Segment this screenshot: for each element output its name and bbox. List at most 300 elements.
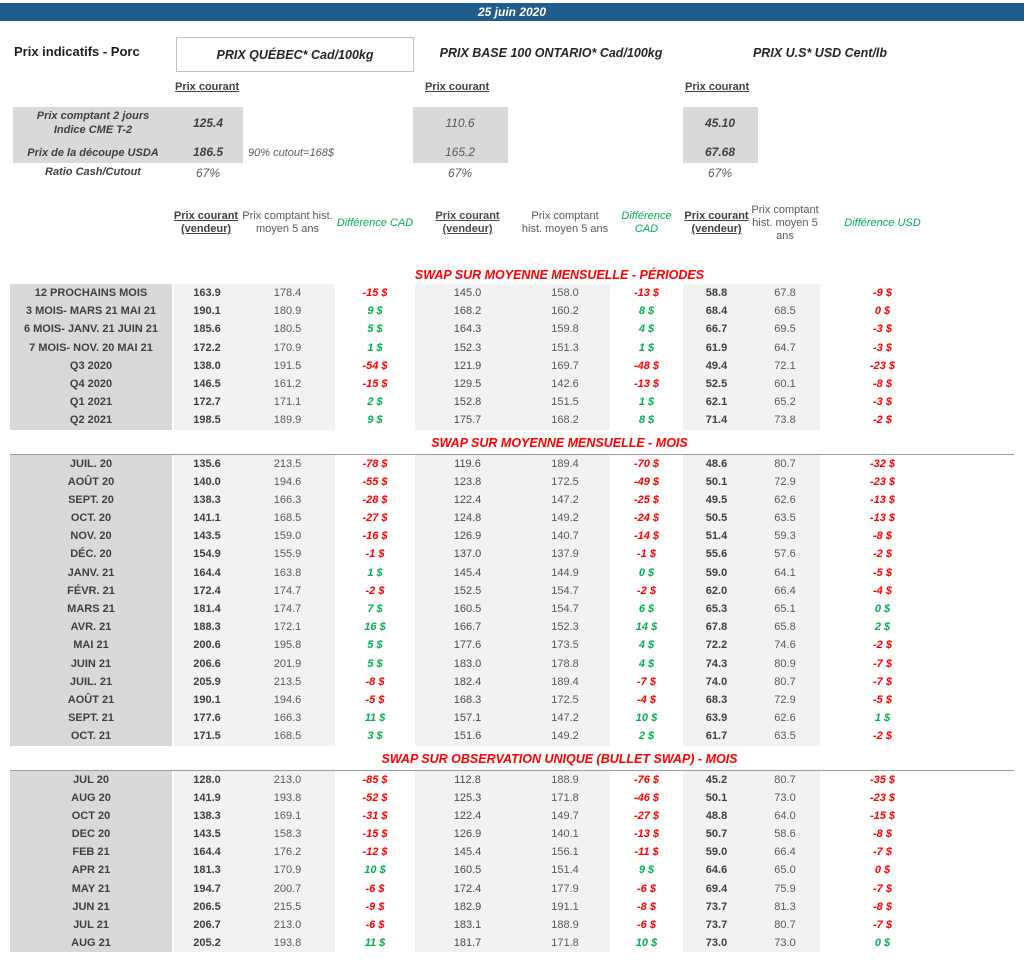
row-label: FEB 21 — [10, 843, 172, 861]
us-prix-courant: 51.4 — [683, 527, 750, 545]
on-hist: 149.2 — [520, 727, 610, 745]
us-hist: 72.1 — [750, 357, 820, 375]
on-diff-cad: -70 $ — [633, 457, 660, 470]
us-prix-courant: 50.1 — [683, 473, 750, 491]
on-hist: 171.8 — [520, 934, 610, 952]
qc-diff-cad: 5 $ — [367, 657, 383, 670]
qc-prix-courant: 138.3 — [172, 491, 240, 509]
on-hist: 189.4 — [520, 455, 610, 473]
on-diff-cad: -6 $ — [637, 919, 656, 931]
qc-diff-cad: 10 $ — [364, 864, 386, 877]
qc-diff-cad: -1 $ — [365, 548, 385, 561]
row-label: DEC 20 — [10, 825, 172, 843]
on-hist: 154.7 — [520, 600, 610, 618]
qc-hist: 213.5 — [240, 673, 335, 691]
qc-hist: 193.8 — [240, 934, 335, 952]
on-hist: 147.2 — [520, 709, 610, 727]
on-hist: 151.4 — [520, 861, 610, 879]
qc-prix-courant: 190.1 — [172, 691, 240, 709]
qc-diff-cad: 7 $ — [367, 603, 383, 615]
table-row — [10, 302, 1014, 320]
qc-diff-cad: -28 $ — [362, 493, 388, 506]
table-row — [10, 320, 1014, 338]
qc-hist: 166.3 — [240, 491, 335, 509]
on-hist: 160.2 — [520, 302, 610, 320]
qc-hist: 180.9 — [240, 302, 335, 320]
qc-prix-courant: 205.2 — [172, 934, 240, 952]
row-label: MAY 21 — [10, 880, 172, 898]
qc-hist: 180.5 — [240, 320, 335, 338]
qc-prix-courant: 188.3 — [172, 618, 240, 636]
us-hist: 65.0 — [750, 861, 820, 879]
row-label: JUN 21 — [10, 898, 172, 916]
section-title: SWAP SUR MOYENNE MENSUELLE - MOIS — [431, 435, 688, 450]
us-diff-usd: -3 $ — [873, 396, 892, 409]
row-label: JUL 20 — [10, 771, 172, 789]
us-hist: 74.6 — [750, 636, 820, 654]
on-diff-cad: -14 $ — [633, 530, 660, 543]
table-row — [10, 807, 1014, 825]
us-diff-usd: -5 $ — [873, 566, 892, 579]
row-label: AOÛT 21 — [10, 691, 172, 709]
qc-prix-courant: 135.6 — [172, 455, 240, 473]
table-row — [10, 393, 1014, 411]
on-hist: 149.7 — [520, 807, 610, 825]
on-prix-courant: 129.5 — [415, 375, 520, 393]
on-prix-courant: 160.5 — [415, 600, 520, 618]
us-prix-courant: 48.8 — [683, 807, 750, 825]
table-row — [10, 916, 1014, 934]
ratio-ontario: 67% — [447, 166, 473, 180]
us-prix-courant: 62.0 — [683, 582, 750, 600]
qc-prix-courant: 138.0 — [172, 357, 240, 375]
us-prix-courant: 69.4 — [683, 880, 750, 898]
us-prix-courant: 61.7 — [683, 727, 750, 745]
on-hist: 144.9 — [520, 564, 610, 582]
us-hist: 73.0 — [750, 934, 820, 952]
column-header-qc-courant: Prix courant (vendeur) — [173, 210, 239, 235]
table-row — [10, 880, 1014, 898]
qc-hist: 171.1 — [240, 393, 335, 411]
on-hist: 172.5 — [520, 473, 610, 491]
us-hist: 64.7 — [750, 339, 820, 357]
row-label: OCT. 20 — [10, 509, 172, 527]
on-diff-cad: 14 $ — [635, 621, 658, 634]
qc-hist: 169.1 — [240, 807, 335, 825]
us-diff-usd: -5 $ — [873, 693, 892, 706]
section-title: SWAP SUR MOYENNE MENSUELLE - PÉRIODES — [414, 268, 705, 282]
on-hist: 188.9 — [520, 916, 610, 934]
qc-hist: 170.9 — [240, 861, 335, 879]
qc-prix-courant: 206.7 — [172, 916, 240, 934]
row-label: DÉC. 20 — [10, 545, 172, 563]
us-diff-usd: -7 $ — [873, 657, 892, 670]
table-row — [10, 673, 1014, 691]
section-moyenne-periodes — [10, 266, 1014, 430]
on-prix-courant: 123.8 — [415, 473, 520, 491]
qc-diff-cad: -15 $ — [362, 377, 388, 390]
table-row — [10, 789, 1014, 807]
on-hist: 159.8 — [520, 320, 610, 338]
on-prix-courant: 177.6 — [415, 636, 520, 654]
on-hist: 178.8 — [520, 655, 610, 673]
on-hist: 137.9 — [520, 545, 610, 563]
us-prix-courant: 49.5 — [683, 491, 750, 509]
qc-hist: 168.5 — [240, 509, 335, 527]
us-diff-usd: 2 $ — [874, 621, 891, 634]
qc-prix-courant: 146.5 — [172, 375, 240, 393]
section-rows — [10, 770, 1014, 953]
row-label: MARS 21 — [10, 600, 172, 618]
us-diff-usd: -2 $ — [873, 414, 892, 427]
on-hist: 169.7 — [520, 357, 610, 375]
us-hist: 60.1 — [750, 375, 820, 393]
us-prix-courant: 50.5 — [683, 509, 750, 527]
qc-hist: 155.9 — [240, 545, 335, 563]
on-prix-courant: 175.7 — [415, 411, 520, 429]
qc-hist: 159.0 — [240, 527, 335, 545]
on-prix-courant: 183.1 — [415, 916, 520, 934]
row-label: AOÛT 20 — [10, 473, 172, 491]
section-bullet-swap — [10, 750, 1014, 953]
on-prix-courant: 122.4 — [415, 491, 520, 509]
on-hist: 156.1 — [520, 843, 610, 861]
us-hist: 64.1 — [750, 564, 820, 582]
qc-prix-courant: 172.2 — [172, 339, 240, 357]
row-label: SEPT. 21 — [10, 709, 172, 727]
swap-tables — [10, 266, 1014, 952]
cutout-quebec: 186.5 — [192, 145, 224, 159]
on-hist: 177.9 — [520, 880, 610, 898]
on-diff-cad: 4 $ — [638, 323, 655, 336]
us-hist: 59.3 — [750, 527, 820, 545]
qc-hist: 170.9 — [240, 339, 335, 357]
on-prix-courant: 152.8 — [415, 393, 520, 411]
us-hist: 65.1 — [750, 600, 820, 618]
on-diff-cad: -11 $ — [634, 846, 659, 859]
table-row — [10, 284, 1014, 302]
qc-prix-courant: 185.6 — [172, 320, 240, 338]
qc-diff-cad: 11 $ — [364, 712, 386, 725]
us-hist: 73.0 — [750, 789, 820, 807]
us-hist: 73.8 — [750, 411, 820, 429]
us-diff-usd: -23 $ — [869, 475, 896, 488]
on-diff-cad: 1 $ — [638, 396, 655, 409]
quebec-title-box — [176, 37, 414, 72]
on-prix-courant: 157.1 — [415, 709, 520, 727]
on-diff-cad: 10 $ — [635, 937, 658, 950]
qc-hist: 178.4 — [240, 284, 335, 302]
on-prix-courant: 182.9 — [415, 898, 520, 916]
qc-hist: 215.5 — [240, 898, 335, 916]
us-hist: 81.3 — [750, 898, 820, 916]
table-row — [10, 600, 1014, 618]
us-diff-usd: -15 $ — [869, 809, 896, 822]
us-diff-usd: -23 $ — [869, 359, 896, 372]
us-hist: 64.0 — [750, 807, 820, 825]
qc-hist: 200.7 — [240, 880, 335, 898]
qc-hist: 194.6 — [240, 691, 335, 709]
us-hist: 65.8 — [750, 618, 820, 636]
us-hist: 62.6 — [750, 491, 820, 509]
qc-diff-cad: 9 $ — [367, 305, 383, 318]
on-hist: 152.3 — [520, 618, 610, 636]
qc-prix-courant: 194.7 — [172, 880, 240, 898]
us-diff-usd: -8 $ — [873, 828, 892, 841]
qc-diff-cad: -5 $ — [365, 693, 385, 706]
row-label: 3 MOIS- MARS 21 MAI 21 — [10, 302, 172, 320]
on-hist: 142.6 — [520, 375, 610, 393]
us-diff-usd: 1 $ — [874, 712, 891, 725]
spot-price-block — [0, 106, 1024, 186]
qc-diff-cad: -9 $ — [365, 900, 385, 913]
table-row — [10, 709, 1014, 727]
prix-courant-label-quebec: Prix courant — [175, 81, 240, 93]
us-prix-courant: 64.6 — [683, 861, 750, 879]
on-prix-courant: 145.4 — [415, 843, 520, 861]
row-label: 6 MOIS- JANV. 21 JUIN 21 — [10, 320, 172, 338]
on-diff-cad: -46 $ — [633, 791, 660, 804]
on-prix-courant: 172.4 — [415, 880, 520, 898]
on-prix-courant: 168.2 — [415, 302, 520, 320]
qc-prix-courant: 177.6 — [172, 709, 240, 727]
us-prix-courant: 74.0 — [683, 673, 750, 691]
on-hist: 151.5 — [520, 393, 610, 411]
qc-hist: 193.8 — [240, 789, 335, 807]
us-diff-usd: -8 $ — [873, 530, 892, 543]
us-diff-usd: 0 $ — [874, 305, 891, 318]
on-prix-courant: 137.0 — [415, 545, 520, 563]
us-prix-courant: 50.7 — [683, 825, 750, 843]
ontario-title: PRIX BASE 100 ONTARIO* Cad/100kg — [439, 46, 663, 60]
us-diff-usd: -32 $ — [869, 457, 896, 470]
cme-index-us: 45.10 — [704, 116, 736, 130]
qc-diff-cad: -12 $ — [362, 846, 388, 859]
cme-index-quebec: 125.4 — [192, 116, 224, 130]
us-hist: 72.9 — [750, 691, 820, 709]
qc-prix-courant: 141.1 — [172, 509, 240, 527]
qc-prix-courant: 198.5 — [172, 411, 240, 429]
cutout-us: 67.68 — [704, 145, 736, 159]
on-hist: 189.4 — [520, 673, 610, 691]
on-prix-courant: 145.0 — [415, 284, 520, 302]
us-hist: 80.7 — [750, 673, 820, 691]
qc-hist: 195.8 — [240, 636, 335, 654]
us-hist: 80.7 — [750, 455, 820, 473]
on-prix-courant: 125.3 — [415, 789, 520, 807]
us-diff-usd: -7 $ — [873, 846, 892, 859]
quebec-title: PRIX QUÉBEC* Cad/100kg — [216, 47, 374, 62]
qc-diff-cad: -8 $ — [365, 675, 385, 688]
table-row — [10, 843, 1014, 861]
qc-prix-courant: 200.6 — [172, 636, 240, 654]
qc-diff-cad: 11 $ — [364, 937, 386, 950]
page-title: Prix indicatifs - Porc — [14, 44, 140, 59]
us-diff-usd: -7 $ — [873, 919, 892, 931]
us-diff-usd: -9 $ — [873, 287, 892, 299]
column-header-us-hist: Prix comptant hist. moyen 5 ans — [751, 203, 819, 242]
column-header-on-diff: Différence CAD — [621, 210, 672, 235]
qc-diff-cad: -6 $ — [365, 882, 385, 895]
us-title: PRIX U.S* USD Cent/lb — [752, 46, 888, 60]
us-hist: 80.7 — [750, 771, 820, 789]
us-prix-courant: 66.7 — [683, 320, 750, 338]
on-prix-courant: 126.9 — [415, 825, 520, 843]
us-diff-usd: -13 $ — [869, 493, 896, 506]
table-row — [10, 825, 1014, 843]
qc-prix-courant: 206.5 — [172, 898, 240, 916]
us-diff-usd: -3 $ — [873, 341, 892, 354]
qc-prix-courant: 143.5 — [172, 527, 240, 545]
on-prix-courant: 121.9 — [415, 357, 520, 375]
us-diff-usd: -35 $ — [869, 773, 896, 786]
row-label: AUG 20 — [10, 789, 172, 807]
us-hist: 62.6 — [750, 709, 820, 727]
us-prix-courant: 50.1 — [683, 789, 750, 807]
qc-prix-courant: 172.7 — [172, 393, 240, 411]
on-prix-courant: 122.4 — [415, 807, 520, 825]
qc-hist: 213.5 — [240, 455, 335, 473]
row-label: JUIN 21 — [10, 655, 172, 673]
row-label: APR 21 — [10, 861, 172, 879]
qc-hist: 172.1 — [240, 618, 335, 636]
on-diff-cad: -7 $ — [637, 675, 656, 688]
on-hist: 158.0 — [520, 284, 610, 302]
on-diff-cad: -8 $ — [637, 900, 656, 913]
row-label: Q4 2020 — [10, 375, 172, 393]
us-diff-usd: -3 $ — [873, 323, 892, 336]
us-hist: 57.6 — [750, 545, 820, 563]
us-hist: 65.2 — [750, 393, 820, 411]
us-hist: 63.5 — [750, 509, 820, 527]
on-prix-courant: 126.9 — [415, 527, 520, 545]
on-diff-cad: 8 $ — [638, 414, 655, 427]
table-row — [10, 618, 1014, 636]
us-prix-courant: 67.8 — [683, 618, 750, 636]
on-diff-cad: -24 $ — [633, 512, 660, 525]
us-prix-courant: 73.7 — [683, 898, 750, 916]
us-diff-usd: 0 $ — [874, 937, 891, 950]
us-hist: 80.9 — [750, 655, 820, 673]
us-diff-usd: -7 $ — [873, 675, 892, 688]
table-row — [10, 934, 1014, 952]
us-hist: 66.4 — [750, 582, 820, 600]
on-diff-cad: 2 $ — [638, 730, 655, 743]
on-diff-cad: -48 $ — [633, 359, 660, 372]
table-row — [10, 473, 1014, 491]
on-hist: 140.7 — [520, 527, 610, 545]
qc-diff-cad: 3 $ — [367, 730, 383, 743]
on-prix-courant: 152.3 — [415, 339, 520, 357]
on-diff-cad: -4 $ — [637, 693, 656, 706]
section-title: SWAP SUR OBSERVATION UNIQUE (BULLET SWAP) - MOIS — [381, 751, 738, 766]
us-hist: 66.4 — [750, 843, 820, 861]
us-prix-courant: 52.5 — [683, 375, 750, 393]
on-diff-cad: 1 $ — [638, 341, 655, 354]
prix-courant-label-us: Prix courant — [685, 81, 750, 93]
us-prix-courant: 65.3 — [683, 600, 750, 618]
on-hist: 140.1 — [520, 825, 610, 843]
row-label: OCT 20 — [10, 807, 172, 825]
us-prix-courant: 62.1 — [683, 393, 750, 411]
us-prix-courant: 59.0 — [683, 564, 750, 582]
row-label: AVR. 21 — [10, 618, 172, 636]
on-diff-cad: -25 $ — [633, 493, 660, 506]
on-diff-cad: 0 $ — [638, 566, 655, 579]
on-hist: 173.5 — [520, 636, 610, 654]
column-header-us-diff: Différence USD — [844, 216, 921, 229]
table-row — [10, 655, 1014, 673]
on-prix-courant: 183.0 — [415, 655, 520, 673]
on-diff-cad: -27 $ — [633, 809, 660, 822]
qc-diff-cad: 16 $ — [364, 621, 386, 634]
on-prix-courant: 160.5 — [415, 861, 520, 879]
us-diff-usd: -8 $ — [873, 377, 892, 390]
row-label: OCT. 21 — [10, 727, 172, 745]
qc-hist: 166.3 — [240, 709, 335, 727]
qc-diff-cad: -78 $ — [362, 457, 388, 470]
us-prix-courant: 68.4 — [683, 302, 750, 320]
column-header-on-hist: Prix comptant hist. moyen 5 ans — [521, 210, 609, 235]
spot-row1-label: Prix comptant 2 jours Indice CME T-2 — [36, 110, 150, 136]
table-row — [10, 491, 1014, 509]
qc-diff-cad: -52 $ — [362, 791, 388, 804]
us-diff-usd: 0 $ — [874, 603, 891, 615]
us-diff-usd: -7 $ — [873, 882, 892, 895]
on-diff-cad: -13 $ — [633, 377, 660, 390]
us-prix-courant: 59.0 — [683, 843, 750, 861]
qc-prix-courant: 164.4 — [172, 564, 240, 582]
table-row — [10, 861, 1014, 879]
cutout-note: 90% cutout=168$ — [248, 147, 334, 159]
on-diff-cad: -2 $ — [637, 584, 656, 597]
qc-prix-courant: 171.5 — [172, 727, 240, 745]
qc-diff-cad: 1 $ — [367, 341, 383, 354]
table-row — [10, 357, 1014, 375]
qc-diff-cad: 5 $ — [367, 639, 383, 652]
on-diff-cad: 4 $ — [638, 657, 655, 670]
us-prix-courant: 68.3 — [683, 691, 750, 709]
qc-diff-cad: -15 $ — [362, 828, 388, 841]
us-diff-usd: -13 $ — [869, 512, 896, 525]
qc-prix-courant: 138.3 — [172, 807, 240, 825]
qc-hist: 191.5 — [240, 357, 335, 375]
qc-hist: 161.2 — [240, 375, 335, 393]
row-label: Q2 2021 — [10, 411, 172, 429]
on-hist: 168.2 — [520, 411, 610, 429]
us-prix-courant: 73.0 — [683, 934, 750, 952]
qc-prix-courant: 140.0 — [172, 473, 240, 491]
qc-prix-courant: 154.9 — [172, 545, 240, 563]
qc-prix-courant: 181.4 — [172, 600, 240, 618]
section-rows — [10, 454, 1014, 746]
table-row — [10, 636, 1014, 654]
qc-prix-courant: 164.4 — [172, 843, 240, 861]
cutout-ontario: 165.2 — [444, 145, 476, 159]
row-label: 7 MOIS- NOV. 20 MAI 21 — [10, 339, 172, 357]
us-prix-courant: 45.2 — [683, 771, 750, 789]
qc-hist: 213.0 — [240, 771, 335, 789]
us-diff-usd: -2 $ — [873, 548, 892, 561]
on-hist: 171.8 — [520, 789, 610, 807]
qc-diff-cad: -85 $ — [362, 773, 388, 786]
on-hist: 154.7 — [520, 582, 610, 600]
us-prix-courant: 74.3 — [683, 655, 750, 673]
table-row — [10, 564, 1014, 582]
qc-diff-cad: -31 $ — [362, 809, 388, 822]
row-label: NOV. 20 — [10, 527, 172, 545]
on-diff-cad: 9 $ — [638, 864, 655, 877]
